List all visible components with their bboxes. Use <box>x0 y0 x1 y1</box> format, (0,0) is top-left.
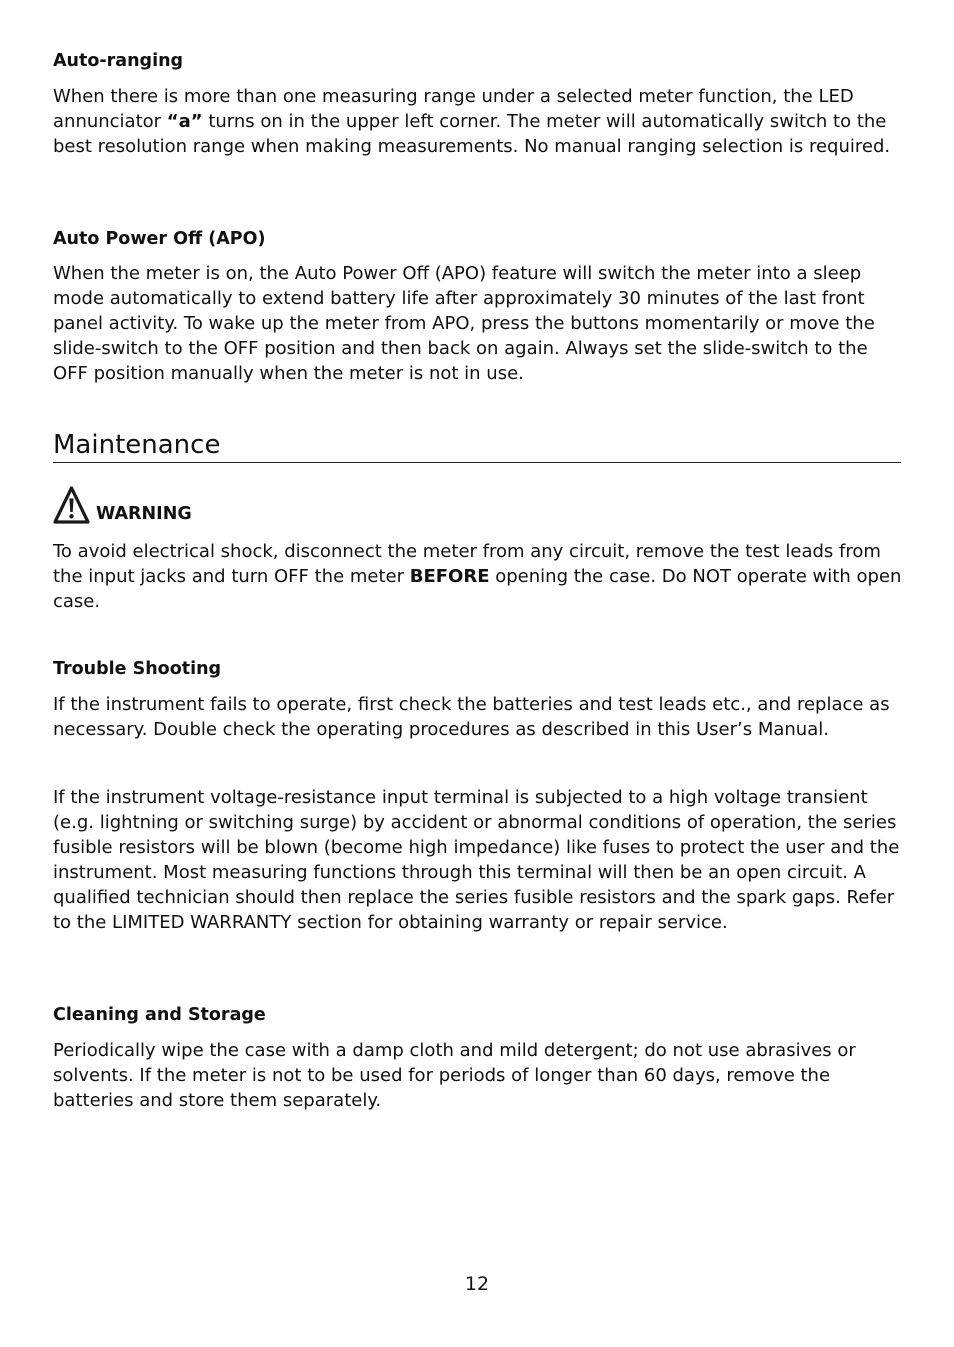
page-number: 12 <box>464 1273 490 1295</box>
auto-power-off-paragraph: When the meter is on, the Auto Power Off (APO) feature will switch the meter into a sleep mode automatically to extend battery life after approximately 30 minutes of the last front panel activity. To wake up the meter from APO, press the buttons momentarily or move the slide-switch to the OFF position and then back on again. Always set the slide-switch to the OFF position manually when the meter is not in use. <box>53 263 875 384</box>
trouble-shooting-paragraph-2: If the instrument voltage-resistance input terminal is subjected to a high voltage transient (e.g. lightning or switching surge) by accident or abnormal conditions of operation, the series fusible resistors will be blown (become high impedance) like fuses to protect the user and the instrument. Most measuring functions through this terminal will then be an open circuit. A qualified technician should then replace the series fusible resistors and the spark gaps. Refer to the LIMITED WARRANTY section for obtaining warranty or repair service. <box>53 787 900 933</box>
auto-ranging-heading: Auto-ranging <box>53 51 184 71</box>
trouble-shooting-heading: Trouble Shooting <box>53 659 222 679</box>
trouble-shooting-paragraph-1: If the instrument fails to operate, first check the batteries and test leads etc., and replace as necessary. Double check the operating procedures as described in this User’s Manual. <box>53 694 890 740</box>
cleaning-storage-heading: Cleaning and Storage <box>53 1005 266 1025</box>
warning-header <box>53 485 192 525</box>
cleaning-storage-paragraph: Periodically wipe the case with a damp cloth and mild detergent; do not use abrasives or solvents. If the meter is not to be used for periods of longer than 60 days, remove the batteries and store them separately. <box>53 1040 856 1111</box>
warning-paragraph: To avoid electrical shock, disconnect the meter from any circuit, remove the test leads from the input jacks and turn OFF the meter BEFORE opening the case. Do NOT operate with open case. <box>53 541 902 612</box>
section-divider <box>53 462 901 463</box>
maintenance-title: Maintenance <box>53 430 221 460</box>
before-emphasis: BEFORE <box>409 566 490 587</box>
warning-label: WARNING <box>96 504 192 524</box>
auto-ranging-paragraph: When there is more than one measuring range under a selected meter function, the LED annunciator “a” turns on in the upper left corner. The meter will automatically switch to the best resolution range when making measurements. No manual ranging selection is required. <box>53 86 891 157</box>
annunciator-symbol: “a” <box>166 111 203 132</box>
auto-power-off-heading: Auto Power Off (APO) <box>53 229 266 249</box>
warning-triangle-icon <box>53 486 90 525</box>
